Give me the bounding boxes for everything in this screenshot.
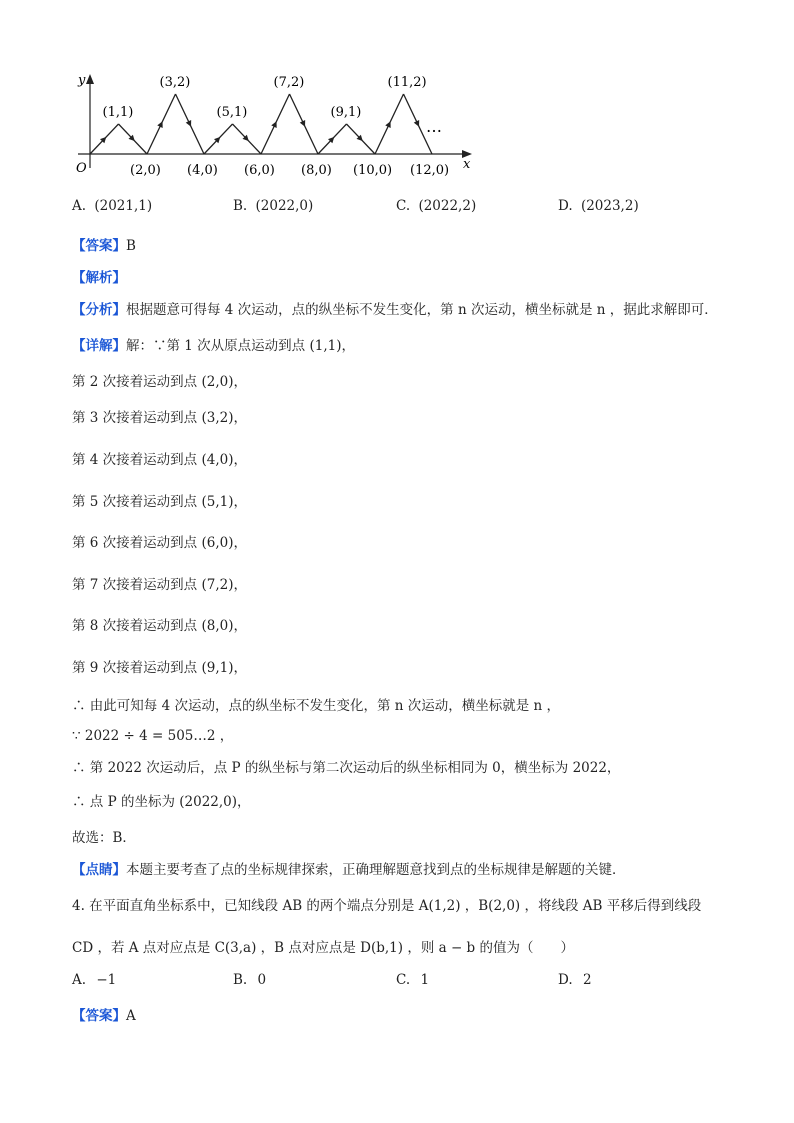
top-point-label: (1,1) [102,105,134,120]
y-axis-label: y [78,73,86,88]
dianjing-line [72,858,626,878]
fenxi-text: 根据题意可得每 4 次运动，点的纵坐标不发生变化，第 n 次运动，横坐标就是 n ，据此求解即可． [126,302,718,318]
option-label: B. [233,198,248,214]
option-value: (2021,1) [94,198,153,214]
step-line: 第 2 次接着运动到点 (2,0)， [72,374,247,390]
q4-option-a[interactable] [72,972,116,988]
bottom-point-label: (6,0) [244,163,275,178]
top-point-label: (11,2) [387,75,427,90]
q3-option-b[interactable] [233,198,313,214]
conclusion-line: ∴ 由此可知每 4 次运动，点的纵坐标不发生变化，第 n 次运动，横坐标就是 n ， [72,698,561,714]
top-point-label: (3,2) [159,75,191,90]
step-line: 第 8 次接着运动到点 (8,0)， [72,618,247,634]
top-point-labels [103,75,427,120]
option-label: A. [72,198,87,214]
dianjing-tag: 【点睛】 [72,862,126,878]
option-label: D. [558,972,573,988]
ellipsis: … [426,117,442,136]
option-value: 1 [420,972,430,988]
analysis-heading [72,266,126,286]
detail-line [72,334,355,354]
bottom-point-label: (2,0) [130,163,161,178]
conclusion-line: ∴ 点 P 的坐标为 (2022,0)， [72,794,251,810]
bottom-point-labels [130,163,449,178]
y-axis-arrow [86,74,94,84]
detail-tag: 【详解】 [72,338,126,354]
step-line: 第 5 次接着运动到点 (5,1)， [72,494,247,510]
detail-text: 解：∵第 1 次从原点运动到点 (1,1)， [126,338,355,354]
conclusion-line: ∵ 2022 ÷ 4 = 505…2 ， [72,728,234,744]
fenxi-tag: 【分析】 [72,302,126,318]
q4-line-1: 4. 在平面直角坐标系中，已知线段 AB 的两个端点分别是 A(1,2) ，B(2,0) ，将线段 AB 平移后得到线段 [72,898,702,914]
option-label: C. [396,972,411,988]
option-value: (2022,2) [418,198,477,214]
x-axis-label: x [463,157,471,172]
step-line: 第 9 次接着运动到点 (9,1)， [72,660,247,676]
option-label: D. [558,198,573,214]
conclusion-line: 故选：B． [72,830,136,846]
answer2-tag: 【答案】 [72,1008,126,1024]
zigzag-coordinate-figure [70,70,480,182]
q3-option-a[interactable] [72,198,152,214]
origin-label: O [76,161,87,176]
analysis-tag: 【解析】 [72,270,126,286]
top-point-label: (9,1) [330,105,362,120]
q4-option-c[interactable] [396,972,429,988]
step-line: 第 3 次接着运动到点 (3,2)， [72,410,247,426]
option-label: C. [396,198,411,214]
bottom-point-label: (4,0) [187,163,218,178]
q4-option-d[interactable] [558,972,592,988]
option-label: B. [233,972,248,988]
step-line: 第 6 次接着运动到点 (6,0)， [72,535,247,551]
q4-option-b[interactable] [233,972,266,988]
bottom-point-label: (8,0) [301,163,332,178]
bottom-point-label: (10,0) [353,163,393,178]
bottom-point-label: (12,0) [410,163,450,178]
top-point-label: (5,1) [216,105,248,120]
option-value: (2022,0) [255,198,314,214]
step-line: 第 7 次接着运动到点 (7,2)， [72,577,247,593]
q3-option-c[interactable] [396,198,476,214]
dianjing-text: 本题主要考查了点的坐标规律探索，正确理解题意找到点的坐标规律是解题的关键． [126,862,626,878]
option-value: −1 [96,972,117,988]
answer2-line [72,1004,136,1024]
fenxi-line [72,298,718,318]
zigzag-path [90,94,432,154]
answer-tag: 【答案】 [72,238,126,254]
option-label: A. [72,972,87,988]
top-point-label: (7,2) [273,75,305,90]
option-value: 2 [582,972,592,988]
step-line: 第 4 次接着运动到点 (4,0)， [72,452,247,468]
answer-line [72,234,136,254]
q3-option-d[interactable] [558,198,639,214]
answer-value: B [126,238,136,254]
option-value: 0 [257,972,267,988]
answer2-value: A [126,1008,136,1024]
option-value: (2023,2) [580,198,639,214]
conclusion-line: ∴ 第 2022 次运动后，点 P 的纵坐标与第二次运动后的纵坐标相同为 0，横坐标为 2022， [72,760,621,776]
q4-line-2: CD ，若 A 点对应点是 C(3,a) ，B 点对应点是 D(b,1) ，则 a − b 的值为（ ） [72,940,574,956]
